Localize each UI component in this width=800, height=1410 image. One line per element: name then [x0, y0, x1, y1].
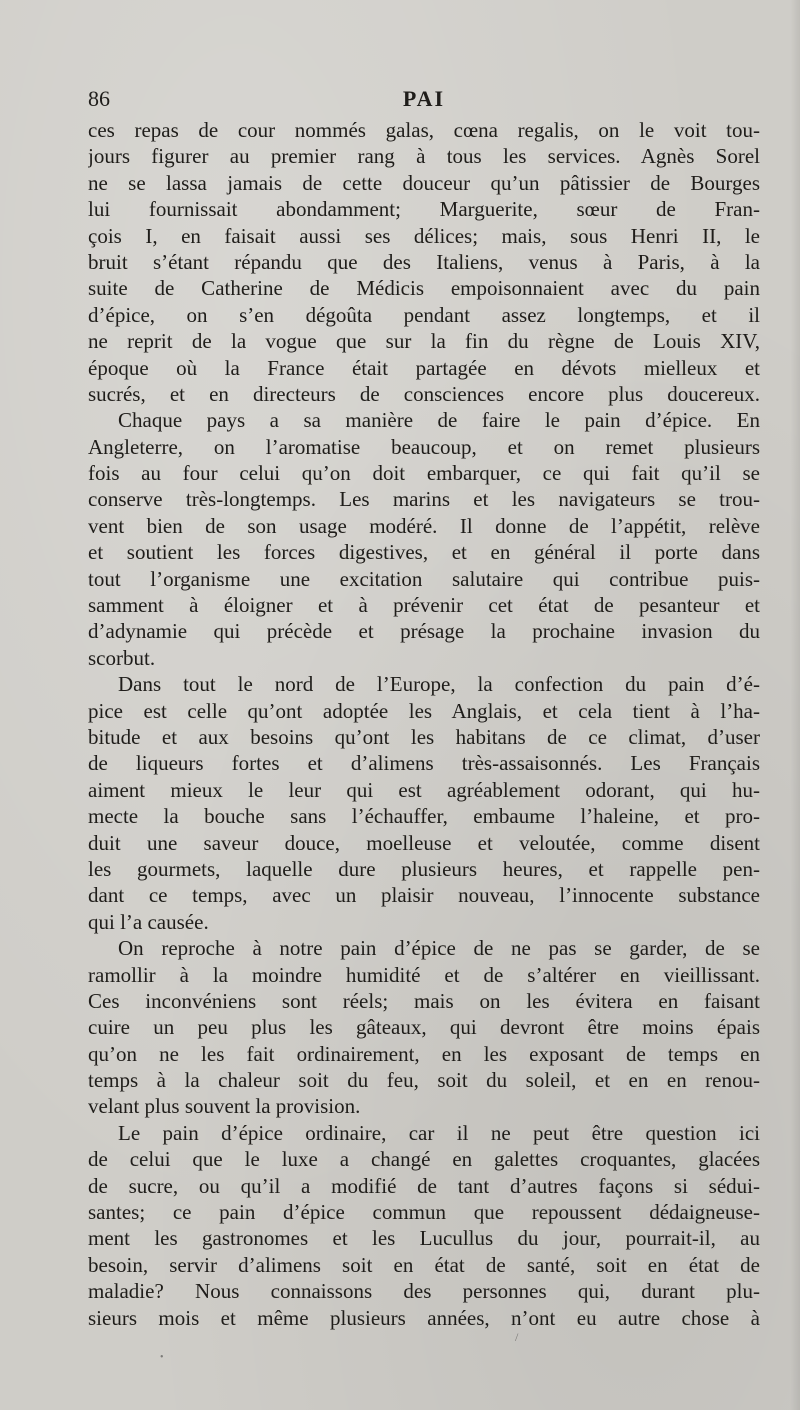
text-line: conserve très-longtemps. Les marins et les navigateurs se trou- — [88, 487, 760, 512]
text-line: dant ce temps, avec un plaisir nouveau, l’innocente substance — [88, 883, 760, 908]
text-line: d’épice, on s’en dégoûta pendant assez longtemps, et il — [88, 302, 760, 327]
text-line: fois au four celui qu’on doit embarquer, ce qui fait qu’il se — [88, 461, 760, 486]
text-line: Chaque pays a sa manière de faire le pain d’épice. En — [118, 408, 760, 433]
text-line: suite de Catherine de Médicis empoisonnaient avec du pain — [88, 276, 760, 301]
text-line: pice est celle qu’ont adoptée les Anglais, et cela tient à l’ha- — [88, 698, 760, 723]
text-line: Ces inconvéniens sont réels; mais on les évitera en faisant — [88, 988, 760, 1013]
text-line: époque où la France était partagée en dévots mielleux et — [88, 355, 760, 380]
text-line: On reproche à notre pain d’épice de ne pas se garder, de se — [118, 936, 760, 961]
text-line: ces repas de cour nommés galas, cœna regalis, on le voit tou- — [88, 118, 760, 142]
text-line: Dans tout le nord de l’Europe, la confection du pain d’é- — [118, 672, 760, 697]
text-line: d’adynamie qui précède et présage la prochaine invasion du — [88, 619, 760, 644]
text-line: mecte la bouche sans l’échauffer, embaume l’haleine, et pro- — [88, 804, 760, 829]
text-line: bruit s’étant répandu que des Italiens, venus à Paris, à la — [88, 249, 760, 274]
text-line: çois I, en faisait aussi ses délices; mais, sous Henri II, le — [88, 223, 760, 248]
text-line: de celui que le luxe a changé en galettes croquantes, glacées — [88, 1147, 760, 1172]
text-line: de liqueurs fortes et d’alimens très-assaisonnés. Les Français — [88, 751, 760, 776]
text-line: aiment mieux le leur qui est agréablement odorant, qui hu- — [88, 777, 760, 802]
text-line: cuire un peu plus les gâteaux, qui devront être moins épais — [88, 1015, 760, 1040]
text-line: velant plus souvent la provision. — [88, 1094, 361, 1119]
text-line: bitude et aux besoins qu’ont les habitans de ce climat, d’user — [88, 724, 760, 749]
text-line: Angleterre, on l’aromatise beaucoup, et on remet plusieurs — [88, 434, 760, 459]
text-line: de sucre, ou qu’il a modifié de tant d’autres façons si sédui- — [88, 1173, 760, 1198]
ink-speck: • — [160, 1352, 164, 1363]
text-line: les gourmets, laquelle dure plusieurs heures, et rappelle pen- — [88, 856, 760, 881]
text-line: Le pain d’épice ordinaire, car il ne peut être question ici — [118, 1120, 760, 1145]
ink-speck: / — [515, 1330, 519, 1344]
text-line: temps à la chaleur soit du feu, soit du soleil, et en en renou- — [88, 1068, 760, 1093]
text-line: ne se lassa jamais de cette douceur qu’un pâtissier de Bourges — [88, 170, 760, 195]
text-line: ramollir à la moindre humidité et de s’altérer en vieillissant. — [88, 962, 760, 987]
page-header — [88, 86, 760, 120]
text-line: maladie? Nous connaissons des personnes qui, durant plu- — [88, 1279, 760, 1304]
page-number: 86 — [88, 86, 110, 111]
text-line: ment les gastronomes et les Lucullus du jour, pourrait-il, au — [88, 1226, 760, 1251]
running-head: PAI — [402, 86, 446, 111]
text-line: lui fournissait abondamment; Marguerite, sœur de Fran- — [88, 197, 760, 222]
page-edge-shadow — [790, 0, 800, 1410]
text-line: duit une saveur douce, moelleuse et veloutée, comme disent — [88, 830, 760, 855]
text-line: vent bien de son usage modéré. Il donne de l’appétit, relève — [88, 513, 760, 538]
text-line: tout l’organisme une excitation salutaire qui contribue puis- — [88, 566, 760, 591]
text-line: qu’on ne les fait ordinairement, en les exposant de temps en — [88, 1041, 760, 1066]
text-line: besoin, servir d’alimens soit en état de santé, soit en état de — [88, 1252, 760, 1277]
text-line: et soutient les forces digestives, et en général il porte dans — [88, 540, 760, 565]
text-line: scorbut. — [88, 645, 156, 670]
text-line: ne reprit de la vogue que sur la fin du règne de Louis XIV, — [88, 329, 760, 354]
text-line: samment à éloigner et à prévenir cet état de pesanteur et — [88, 593, 760, 618]
text-line: sieurs mois et même plusieurs années, n’ont eu autre chose à — [88, 1305, 760, 1330]
body-text — [88, 117, 760, 1331]
text-line: santes; ce pain d’épice commun que repoussent dédaigneuse- — [88, 1200, 760, 1225]
text-line: jours figurer au premier rang à tous les services. Agnès Sorel — [88, 144, 760, 169]
text-line: qui l’a causée. — [88, 909, 209, 934]
text-line: sucrés, et en directeurs de consciences encore plus doucereux. — [88, 381, 760, 406]
